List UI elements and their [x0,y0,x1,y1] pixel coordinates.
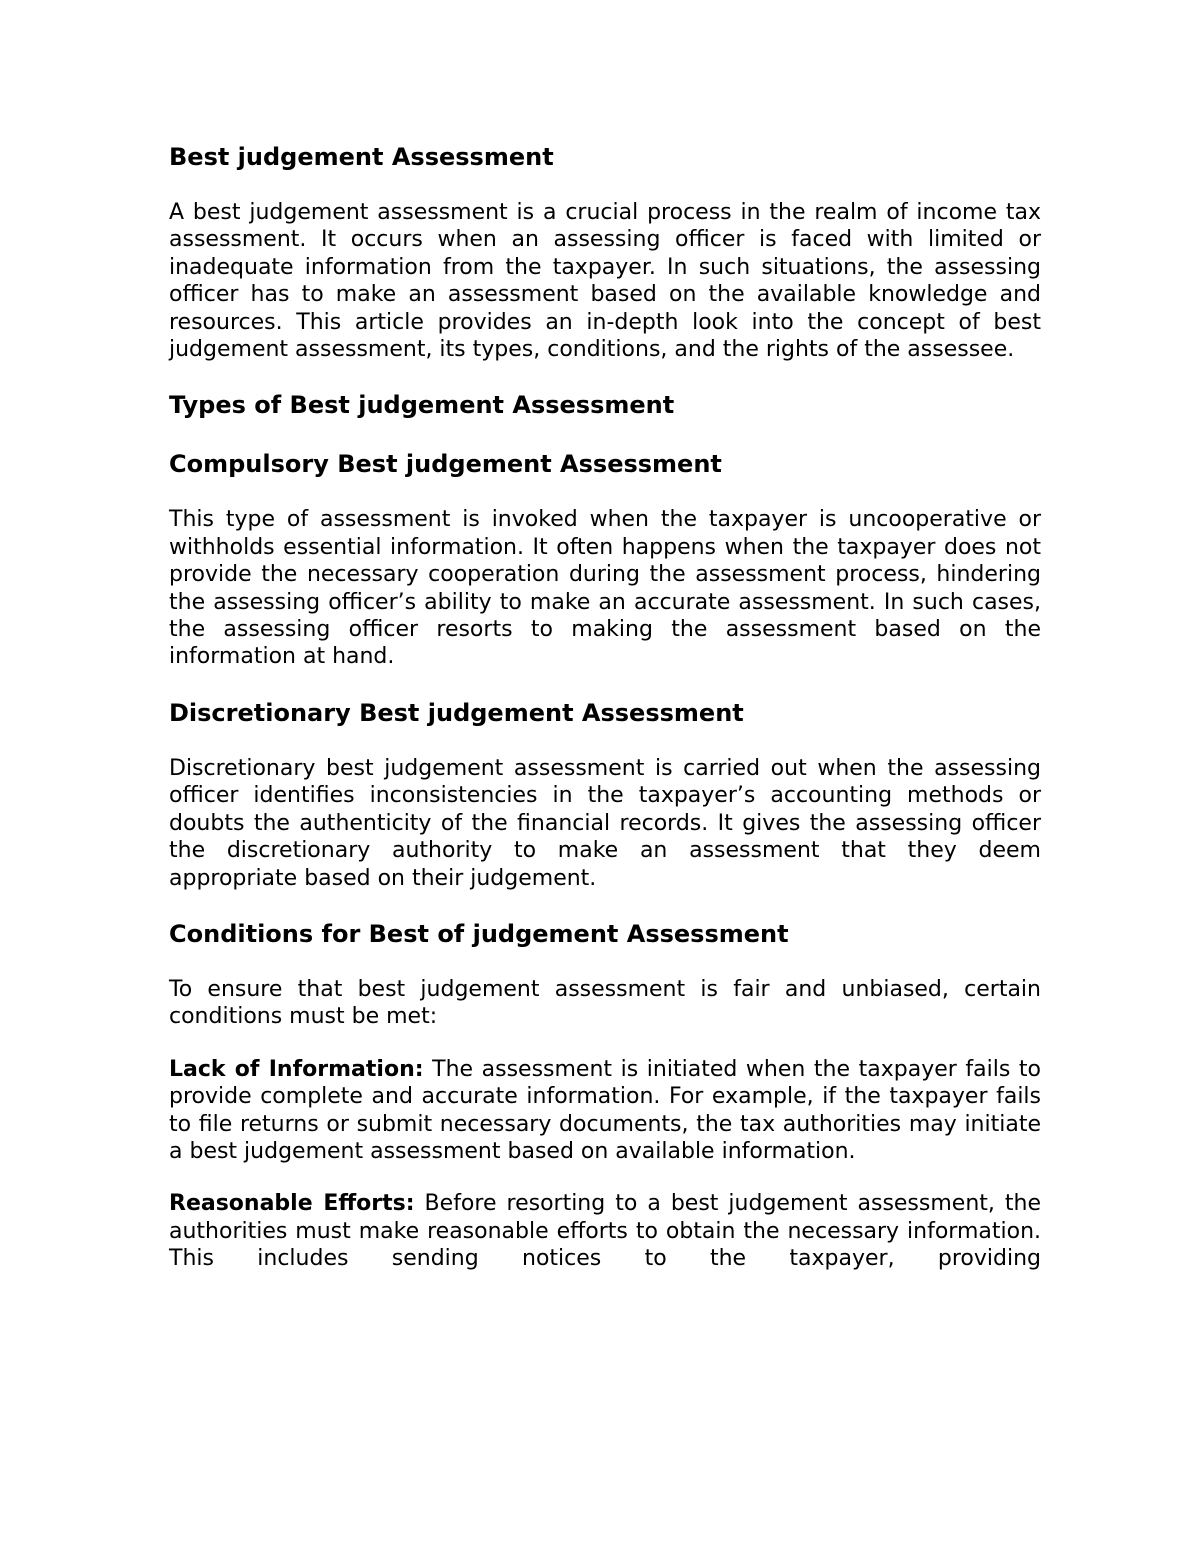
conditions-intro-paragraph: To ensure that best judgement assessment is fair and unbiased, certain conditions must be met: [169,976,1041,1030]
types-heading: Types of Best judgement Assessment [169,391,675,420]
compulsory-heading: Compulsory Best judgement Assessment [169,450,722,479]
condition-term: Reasonable Efforts: [169,1191,415,1217]
condition-item [169,1056,1041,1166]
condition-text: Before resorting to a best judgement assessment, the authorities must make reasonable efforts to obtain the necessary information. This includes sending notices to the taxpayer, providing [169,1191,1042,1272]
conditions-heading: Conditions for Best of judgement Assessment [169,919,789,948]
condition-item [169,1190,1041,1272]
discretionary-heading: Discretionary Best judgement Assessment [169,698,744,727]
discretionary-paragraph: Discretionary best judgement assessment is carried out when the assessing officer identifies inconsistencies in the taxpayer’s accounting methods or doubts the authenticity of the financial records. It gives the assessing officer the discretionary authority to make an assessment that they deem appropriate based on their judgement. [169,755,1041,891]
document-title: Best judgement Assessment [169,143,554,171]
intro-paragraph: A best judgement assessment is a crucial process in the realm of income tax assessment. It occurs when an assessing officer is faced with limited or inadequate information from the taxpayer. In such situations, the assessing officer has to make an assessment based on the available knowledge and resources. This article provides an in-depth look into the concept of best judgement assessment, its types, conditions, and the rights of the assessee. [169,200,1041,363]
compulsory-paragraph: This type of assessment is invoked when the taxpayer is uncooperative or withholds essential information. It often happens when the taxpayer does not provide the necessary cooperation during the assessment process, hindering the assessing officer’s ability to make an accurate assessment. In such cases, the assessing officer resorts to making the assessment based on the information at hand. [169,507,1041,670]
condition-term: Lack of Information: [169,1056,424,1082]
condition-text: The assessment is initiated when the taxpayer fails to provide complete and accurate information. For example, if the taxpayer fails to file returns or submit necessary documents, the tax authorities may initiate a best judgement assessment based on available information. [169,1056,1041,1164]
document-page [169,140,1041,1298]
